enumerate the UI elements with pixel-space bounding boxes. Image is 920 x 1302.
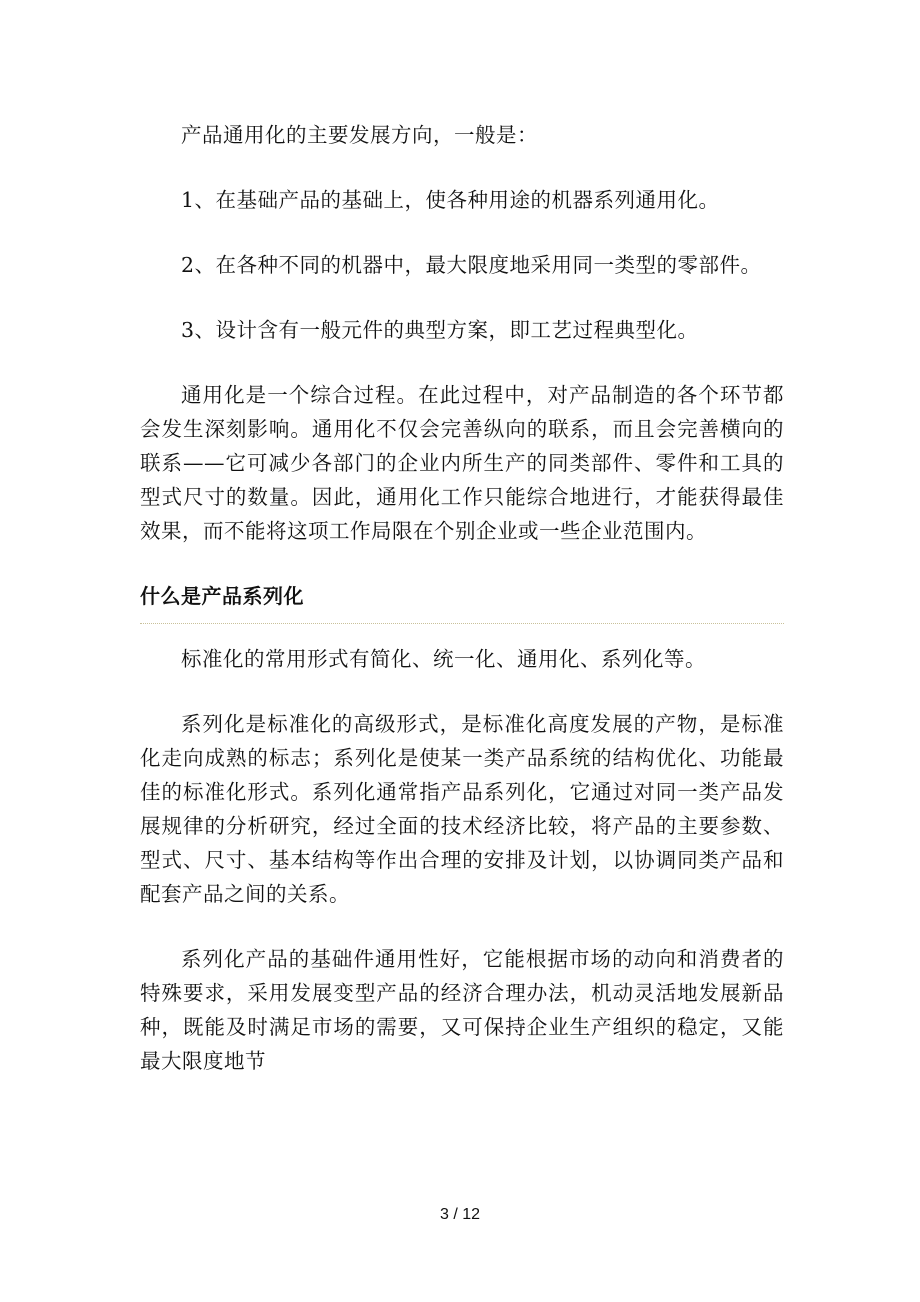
paragraph-generalization-process: 通用化是一个综合过程。在此过程中，对产品制造的各个环节都会发生深刻影响。通用化不仅会完善纵向的联系，而且会完善横向的联系——它可减少各部门的企业内所生产的同类部件、零件和工具的型式尺寸的数量。因此，通用化工作只能综合地进行，才能获得最佳效果，而不能将这项工作局限在个别企业或一些企业范围内。 <box>140 383 784 543</box>
paragraph-item-1: 1、在基础产品的基础上，使各种用途的机器系列通用化。 <box>181 188 720 212</box>
section-heading: 什么是产品系列化 <box>140 584 304 608</box>
paragraph-serialization-benefits: 系列化产品的基础件通用性好，它能根据市场的动向和消费者的特殊要求，采用发展变型产品的经济合理办法，机动灵活地发展新品种，既能及时满足市场的需要，又可保持企业生产组织的稳定，又能最大限度地节 <box>140 947 784 1073</box>
heading-divider <box>140 623 784 624</box>
paragraph-serialization-definition: 系列化是标准化的高级形式，是标准化高度发展的产物，是标准化走向成熟的标志；系列化是使某一类产品系统的结构优化、功能最佳的标准化形式。系列化通常指产品系列化，它通过对同一类产品发展规律的分析研究，经过全面的技术经济比较，将产品的主要参数、型式、尺寸、基本结构等作出合理的安排及计划，以协调同类产品和配套产品之间的关系。 <box>140 712 784 906</box>
paragraph-standard-forms: 标准化的常用形式有简化、统一化、通用化、系列化等。 <box>181 647 706 671</box>
page-number: 3 / 12 <box>439 1206 481 1223</box>
paragraph-intro: 产品通用化的主要发展方向，一般是： <box>181 123 538 147</box>
paragraph-item-2: 2、在各种不同的机器中，最大限度地采用同一类型的零部件。 <box>181 253 762 277</box>
paragraph-item-3: 3、设计含有一般元件的典型方案，即工艺过程典型化。 <box>181 318 699 342</box>
section-heading-block <box>140 579 784 624</box>
page-content <box>140 118 784 1109</box>
